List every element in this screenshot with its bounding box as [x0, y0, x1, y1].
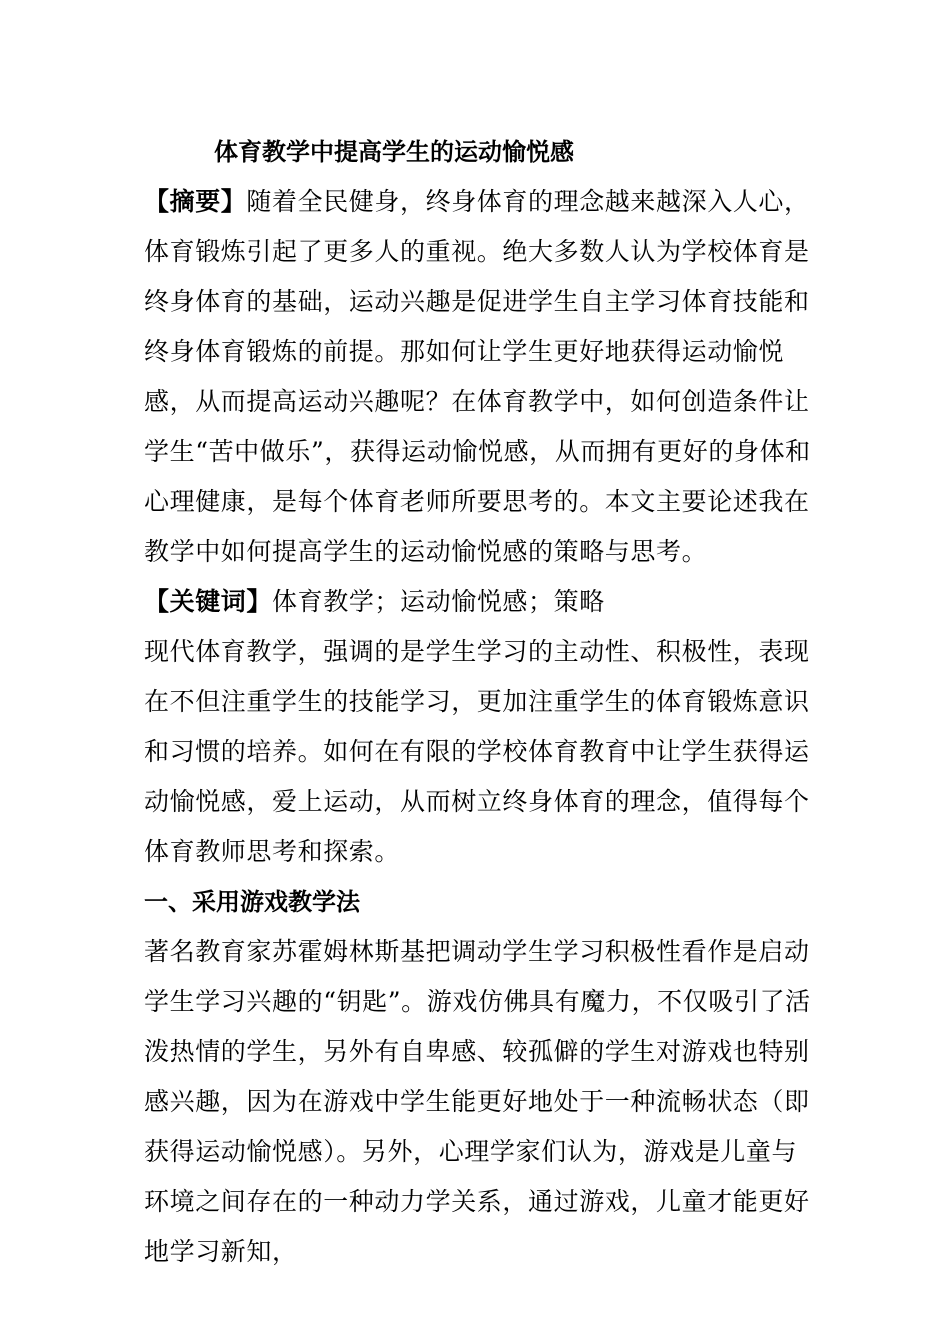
section-paragraph: 著名教育家苏霍姆林斯基把调动学生学习积极性看作是启动学生学习兴趣的“钥匙”。游戏仿佛具有魔力，不仅吸引了活泼热情的学生，另外有自卑感、较孤僻的学生对游戏也特别感兴趣，因为在游戏中学生能更好地处于一种流畅状态（即获得运动愉悦感）。另外，心理学家们认为，游戏是儿童与环境之间存在的一种动力学关系，通过游戏，儿童才能更好地学习新知， — [144, 937, 811, 1266]
intro-paragraph: 现代体育教学，强调的是学生学习的主动性、积极性，表现在不但注重学生的技能学习，更加注重学生的体育锻炼意识和习惯的培养。如何在有限的学校体育教育中让学生获得运动愉悦感，爱上运动，从而树立终身体育的理念，值得每个体育教师思考和探索。 — [144, 637, 810, 866]
abstract-label: 【摘要】 — [144, 187, 247, 216]
document-title: 体育教学中提高学生的运动愉悦感 — [214, 138, 574, 166]
keywords-line — [144, 577, 816, 627]
abstract-text: 随着全民健身，终身体育的理念越来越深入人心，体育锻炼引起了更多人的重视。绝大多数人认为学校体育是终身体育的基础，运动兴趣是促进学生自主学习体育技能和终身体育锻炼的前提。那如何让学生更好地获得运动愉悦感，从而提高运动兴趣呢？在体育教学中，如何创造条件让学生“苦中做乐”，获得运动愉悦感，从而拥有更好的身体和心理健康，是每个体育老师所要思考的。本文主要论述我在教学中如何提高学生的运动愉悦感的策略与思考。 — [144, 187, 811, 566]
section-heading: 一、采用游戏教学法 — [144, 888, 360, 916]
keywords-text: 体育教学；运动愉悦感；策略 — [272, 587, 605, 616]
abstract-paragraph — [144, 177, 816, 577]
keywords-label: 【关键词】 — [144, 587, 273, 616]
